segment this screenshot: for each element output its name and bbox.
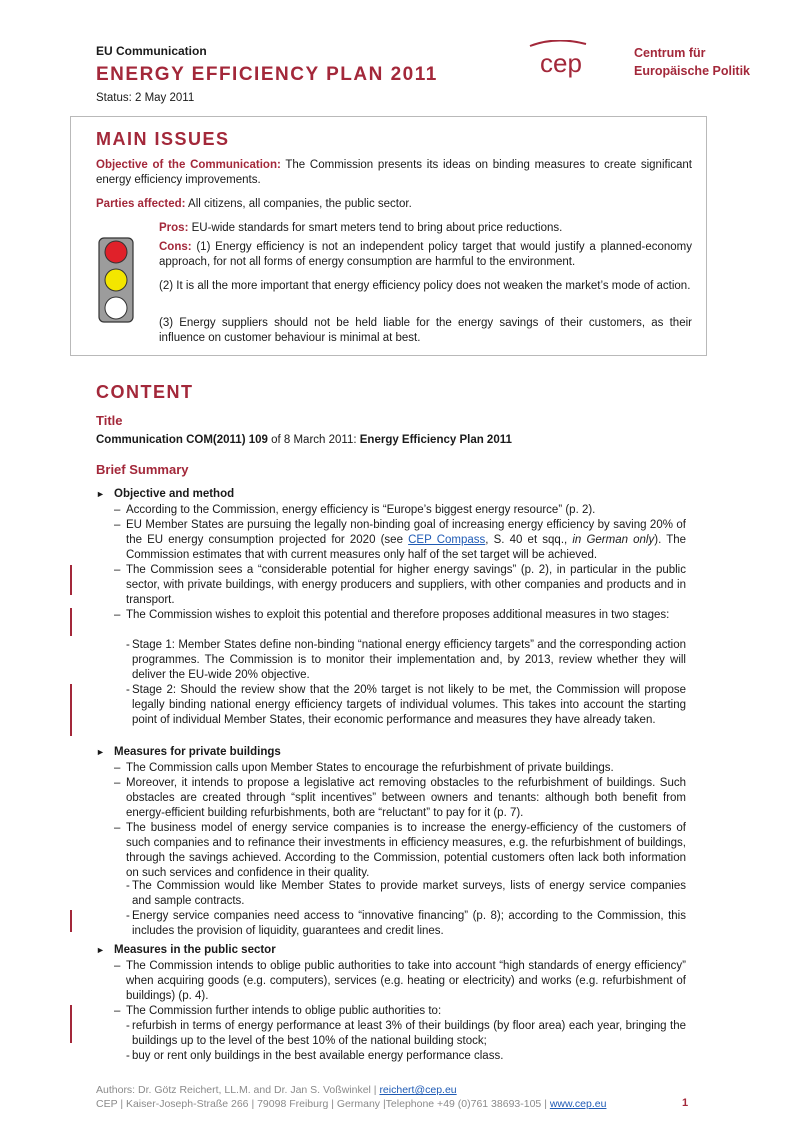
section-head-objective: ► Objective and method — [96, 488, 235, 500]
objective-text: The Commission presents its ideas on binding measures to create significant energy efficiency improvements. — [96, 159, 692, 186]
main-issues-box — [70, 116, 707, 356]
list-item: – The Commission further intends to oblige public authorities to: — [114, 1005, 442, 1017]
section-head-private-buildings: ► Measures for private buildings — [96, 746, 281, 758]
list-item: – According to the Commission, energy efficiency is “Europe’s biggest energy resource” (p. 2). — [114, 504, 596, 516]
logo-text: cep — [540, 48, 582, 78]
margin-change-bar — [70, 1005, 72, 1043]
document-type-label: EU Communication — [96, 44, 207, 58]
parties-label: Parties affected: — [96, 198, 186, 210]
sub-list-item: - refurbish in terms of energy performance at least 3% of their buildings (by floor area) each year, bringing the buildings up to the level of the best 10% of the national building stock; — [126, 1020, 686, 1047]
website-link[interactable]: www.cep.eu — [549, 1098, 607, 1110]
pros-label: Pros: — [159, 222, 189, 234]
bullet-arrow-icon: ► — [96, 747, 105, 757]
pros-text: EU-wide standards for smart meters tend to bring about price reductions. — [188, 222, 563, 234]
footer-address: CEP | Kaiser-Joseph-Straße 266 | 79098 Freiburg | Germany |Telephone +49 (0)761 38693-105 | www.cep.eu — [96, 1098, 607, 1110]
list-item: – The Commission sees a “considerable potential for higher energy savings” (p. 2), in particular in the public sector, with private buildings, with energy producers and suppliers, with other companies and products and in transport. — [114, 564, 686, 606]
cons-point-2: (2) It is all the more important that energy efficiency policy does not weaken the market’s mode of action. — [159, 280, 691, 292]
status-date: Status: 2 May 2011 — [96, 92, 195, 104]
communication-date: of 8 March 2011: — [267, 434, 360, 446]
parties-text: All citizens, all companies, the public sector. — [185, 198, 412, 210]
bullet-arrow-icon: ► — [96, 945, 105, 955]
margin-change-bar — [70, 684, 72, 736]
list-item: – The Commission wishes to exploit this potential and therefore proposes additional measures in two stages: — [114, 609, 670, 621]
author-email-link[interactable]: reichert@cep.eu — [379, 1084, 457, 1096]
content-heading: CONTENT — [96, 382, 194, 402]
objective-label: Objective of the Communication: — [96, 159, 281, 171]
objective-paragraph — [96, 158, 692, 188]
pros-paragraph — [159, 221, 692, 236]
page-number: 1 — [682, 1097, 689, 1109]
main-issues-heading: MAIN ISSUES — [96, 129, 230, 149]
document-title: ENERGY EFFICIENCY PLAN 2011 — [96, 64, 438, 85]
org-name-line2: Europäische Politik — [634, 64, 751, 78]
communication-name: Energy Efficiency Plan 2011 — [359, 434, 512, 446]
sub-list-item: - Energy service companies need access to “innovative financing” (p. 8); according to the Commission, this includes the provision of liquidity, guarantees and credit lines. — [126, 910, 686, 937]
org-name-line1: Centrum für — [634, 46, 706, 60]
list-item: – Moreover, it intends to propose a legislative act removing obstacles to the refurbishment of buildings. Such obstacles are created through “split incentives” between owners and tenants: although both benefit from energy-efficient building refurbishments, both are “reluctant” to pay for it (p. 7). — [114, 777, 686, 819]
traffic-light-icon — [98, 237, 134, 323]
cons-text: (1) Energy efficiency is not an independent policy target that would justify a planned-economy approach, for not all forms of energy consumption are harmful to the environment. — [159, 241, 692, 268]
list-item: – The Commission intends to oblige public authorities to take into account “high standards of energy efficiency” when acquiring goods (e.g. computers), services (e.g. heating or electricity) and works (e.g. refurbishment of buildings) (p. 4). — [114, 960, 686, 1002]
parties-paragraph — [96, 197, 692, 212]
cep-compass-link[interactable]: CEP Compass — [408, 534, 486, 546]
section-head-public-sector: ► Measures in the public sector — [96, 944, 276, 956]
footer-authors: Authors: Dr. Götz Reichert, LL.M. and Dr. Jan S. Voßwinkel | reichert@cep.eu — [96, 1084, 457, 1096]
cons-point-3: (3) Energy suppliers should not be held liable for the energy savings of their customers, as their influence on customer behaviour is minimal at best. — [159, 317, 692, 344]
communication-reference: Communication COM(2011) 109 — [96, 434, 268, 446]
bullet-arrow-icon: ► — [96, 489, 105, 499]
margin-change-bar — [70, 565, 72, 595]
cons-label: Cons: — [159, 241, 192, 253]
title-subheading: Title — [96, 413, 123, 428]
sub-list-item: - The Commission would like Member States to provide market surveys, lists of energy service companies and sample contracts. — [126, 880, 686, 907]
list-item: – EU Member States are pursuing the legally non-binding goal of increasing energy efficiency by saving 20% of the EU energy consumption projected for 2020 (see CEP Compass, S. 40 et sqq., in German only). The Commission estimates that with current measures only half of the set target will be achieved. — [114, 519, 687, 561]
sub-list-item: - Stage 2: Should the review show that the 20% target is not likely to be met, the Commission will propose legally binding national energy efficiency targets of individual volumes. This takes into account the starting point of individual Member States, their economic performance and measures they have already taken. — [126, 684, 686, 726]
communication-title-line — [96, 434, 512, 446]
list-item: – The Commission calls upon Member States to encourage the refurbishment of private buildings. — [114, 762, 614, 774]
organization-name — [634, 44, 750, 80]
sub-list-item: - Stage 1: Member States define non-binding “national energy efficiency targets” and the corresponding action programmes. The Commission is to monitor their implementation and, by 2013, review whether they will deliver the EU-wide 20% objective. — [126, 639, 686, 681]
sub-list-item: - buy or rent only buildings in the best available energy performance class. — [126, 1050, 504, 1062]
list-item: – The business model of energy service companies is to increase the energy-efficiency of the customers of such companies and to refinance their investments in efficiency measures, e.g. the refurbishment of buildings, through the savings achieved. According to the Commission, potential customers often lack both information on such services and confidence in their quality. — [114, 822, 686, 879]
cons-paragraph — [159, 240, 692, 270]
cep-logo — [526, 40, 622, 80]
brief-summary-subheading: Brief Summary — [96, 462, 189, 477]
margin-change-bar — [70, 608, 72, 636]
margin-change-bar — [70, 910, 72, 932]
